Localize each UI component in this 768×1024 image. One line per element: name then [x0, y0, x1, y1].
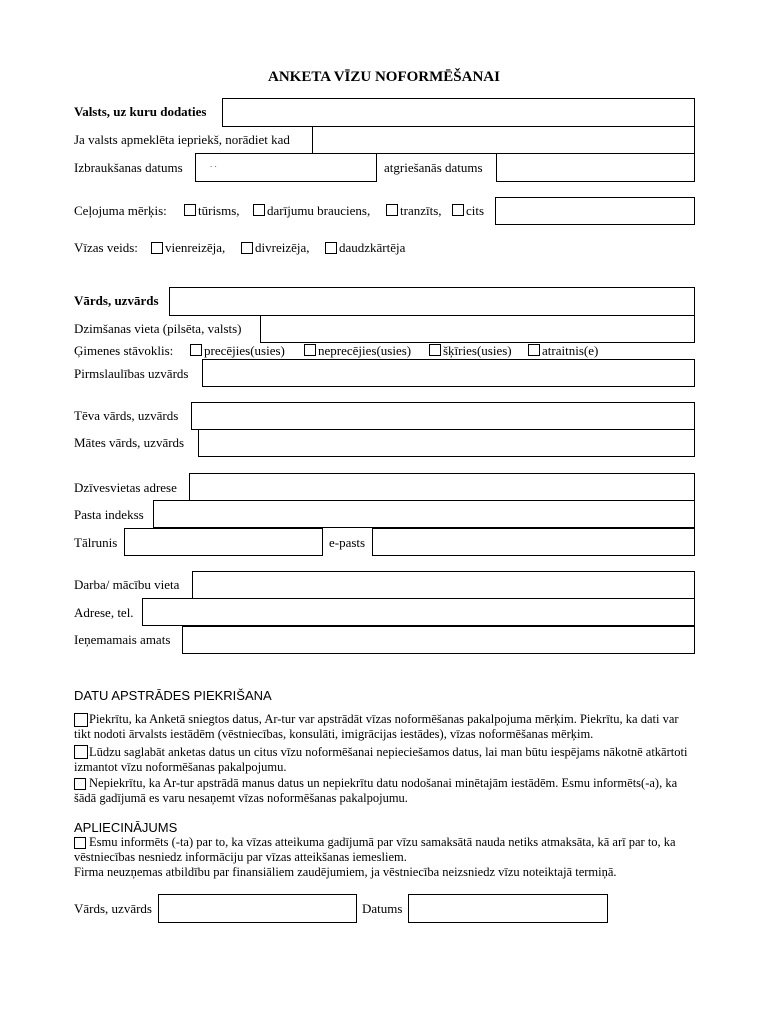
family-single-label: neprecējies(usies) [318, 343, 412, 358]
work-place-label: Darba/ mācību vieta [74, 577, 180, 592]
maiden-field[interactable] [202, 359, 695, 387]
phone-label: Tālrunis [74, 535, 118, 550]
country-label: Valsts, uz kuru dodaties [74, 104, 207, 119]
family-widowed-label: atraitnis(e) [542, 343, 599, 358]
mother-label: Mātes vārds, uzvārds [74, 435, 185, 450]
signature-name-label: Vārds, uzvārds [74, 901, 152, 916]
departure-value: . . [210, 159, 217, 169]
family-label: Ģimenes stāvoklis: [74, 343, 174, 358]
consent-agree-text: Piekrītu, ka Anketā sniegtos datus, Ar-tur var apstrādāt vīzas noformēšanas pakalpojuma mērķim. Piekrītu, ka dati var tikt nodoti ārvalsts iestādēm (vēstniecības, konsulāti, imigrācijas iestādes), vīzas noformēšanas mērķim. [74, 712, 679, 741]
work-address-field[interactable] [142, 598, 695, 626]
family-married-checkbox[interactable] [190, 344, 202, 356]
signature-date-label: Datums [362, 901, 403, 916]
consent-heading: DATU APSTRĀDES PIEKRIŠANA [74, 688, 272, 703]
purpose-business-checkbox[interactable] [253, 204, 265, 216]
visa-multiple-checkbox[interactable] [325, 242, 337, 254]
country-field[interactable] [222, 98, 695, 127]
visited-field[interactable] [312, 126, 695, 154]
family-divorced-checkbox[interactable] [429, 344, 441, 356]
purpose-transit-label: tranzīts, [400, 203, 442, 218]
work-address-label: Adrese, tel. [74, 605, 134, 620]
consent-decline-text: Nepiekrītu, ka Ar-tur apstrādā manus datus un nepiekrītu datu nodošanai minētajām iestādēm. Esmu informēts(-a), ka šādā gadījumā es varu nesaņemt vīzas noformēšanas pakalpojumu. [74, 776, 678, 805]
father-field[interactable] [191, 402, 695, 430]
visited-label: Ja valsts apmeklēta iepriekš, norādiet kad [74, 132, 290, 147]
purpose-tourism-checkbox[interactable] [184, 204, 196, 216]
departure-field[interactable] [195, 153, 377, 182]
purpose-tourism-label: tūrisms, [198, 203, 240, 218]
position-label: Ieņemamais amats [74, 632, 171, 647]
purpose-other-checkbox[interactable] [452, 204, 464, 216]
visa-type-label: Vīzas veids: [74, 240, 138, 255]
purpose-other-field[interactable] [495, 197, 695, 225]
address-label: Dzīvesvietas adrese [74, 480, 177, 495]
postal-field[interactable] [153, 500, 695, 528]
family-married-label: precējies(usies) [204, 343, 285, 358]
declarations-heading: APLIECINĀJUMS [74, 820, 178, 835]
purpose-transit-checkbox[interactable] [386, 204, 398, 216]
email-field[interactable] [372, 528, 695, 556]
visa-single-label: vienreizēja, [165, 240, 226, 255]
position-field[interactable] [182, 626, 695, 654]
work-place-field[interactable] [192, 571, 695, 599]
declaration-text: Esmu informēts (-ta) par to, ka vīzas atteikuma gadījumā par vīzu samaksātā nauda netiks atmaksāta, kā arī par to, ka vēstniecības nesniedz informāciju par vīzas atteikšanas iemesliem. [74, 835, 676, 864]
postal-label: Pasta indekss [74, 507, 144, 522]
birthplace-label: Dzimšanas vieta (pilsēta, valsts) [74, 321, 242, 336]
page-title: ANKETA VĪZU NOFORMĒŠANAI [268, 69, 500, 85]
birthplace-field[interactable] [260, 315, 695, 343]
address-field[interactable] [189, 473, 695, 501]
name-field[interactable] [169, 287, 695, 316]
mother-field[interactable] [198, 429, 695, 457]
family-divorced-label: šķīries(usies) [443, 343, 512, 358]
consent-store-text: Lūdzu saglabāt anketas datus un citus vīzu noformēšanai nepieciešamos datus, lai man būtu iespējams nākotnē atkārtoti izmantot vīzu noformēšanas pakalpojumu. [74, 745, 688, 774]
visa-single-checkbox[interactable] [151, 242, 163, 254]
family-single-checkbox[interactable] [304, 344, 316, 356]
email-label: e-pasts [329, 535, 366, 550]
name-label: Vārds, uzvārds [74, 293, 159, 308]
phone-field[interactable] [124, 528, 323, 556]
purpose-business-label: darījumu brauciens, [267, 203, 371, 218]
purpose-other-label: cits [466, 203, 485, 218]
purpose-label: Ceļojuma mērķis: [74, 203, 167, 218]
visa-multiple-label: daudzkārtēja [339, 240, 406, 255]
father-label: Tēva vārds, uzvārds [74, 408, 179, 423]
signature-date-field[interactable] [408, 894, 608, 923]
signature-name-field[interactable] [158, 894, 357, 923]
visa-double-label: divreizēja, [255, 240, 310, 255]
return-field[interactable] [496, 153, 695, 182]
visa-double-checkbox[interactable] [241, 242, 253, 254]
family-widowed-checkbox[interactable] [528, 344, 540, 356]
declaration-note: Firma neuzņemas atbildību par finansiāliem zaudējumiem, ja vēstniecība neizsniedz vīzu noteiktajā termiņā. [74, 865, 617, 879]
maiden-label: Pirmslaulības uzvārds [74, 366, 189, 381]
departure-label: Izbraukšanas datums [74, 160, 183, 175]
return-label: atgriešanās datums [384, 160, 483, 175]
